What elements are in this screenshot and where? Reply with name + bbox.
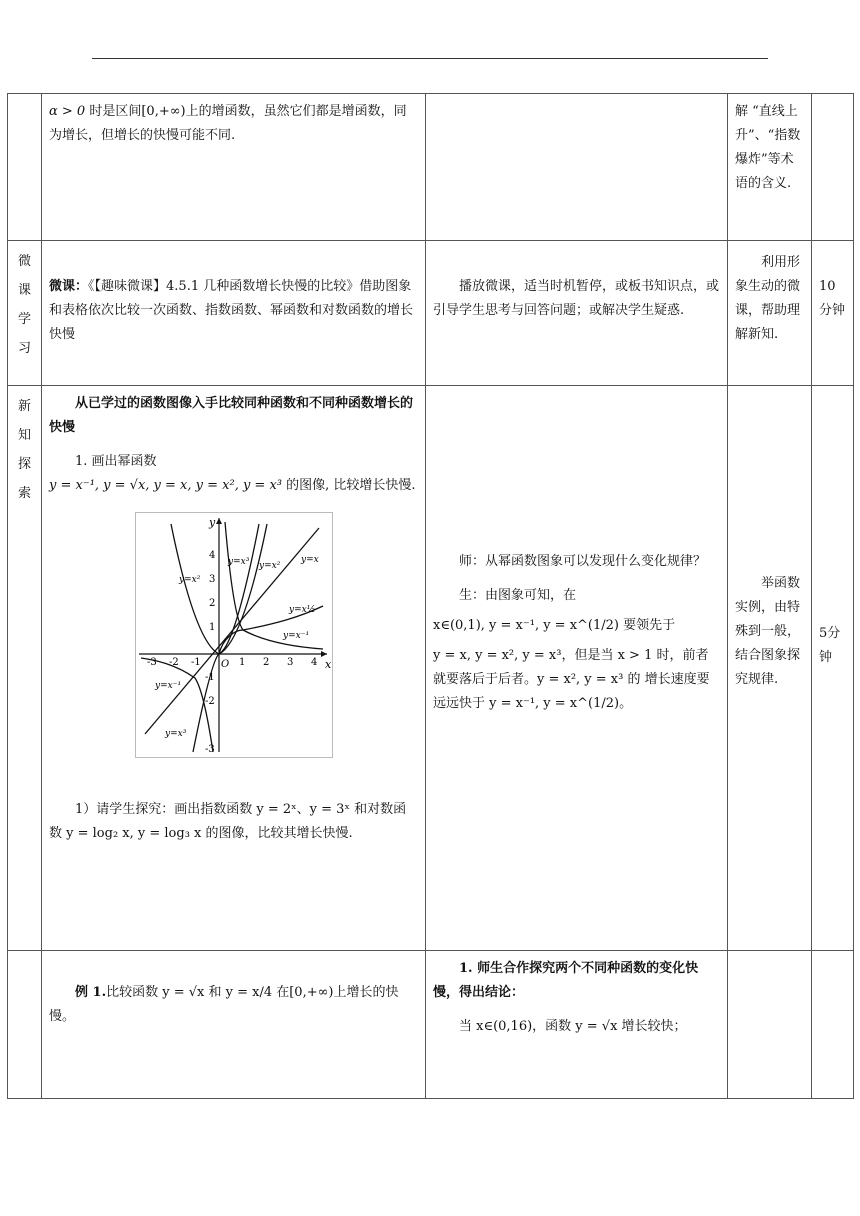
time-text: 5分钟 (819, 626, 841, 665)
y-tick: 2 (208, 598, 215, 609)
time-cell (812, 241, 854, 386)
table-row (8, 241, 854, 386)
activity-line: 当 x∈(0,16)，函数 y = √x 增长较快； (459, 1019, 687, 1034)
stage-cell (8, 951, 42, 1099)
micro-lesson-label: 微课： (49, 279, 89, 294)
activity-cell (426, 386, 728, 951)
content-cell (42, 94, 426, 241)
intent-cell (728, 951, 812, 1099)
curve-label: y=x½ (288, 605, 315, 615)
stage-char: 新 (17, 399, 31, 414)
content-cell (42, 386, 426, 951)
origin-label: O (220, 659, 229, 670)
x-tick: 2 (262, 657, 269, 668)
activity-cell (426, 241, 728, 386)
table-row (8, 94, 854, 241)
intent-text: 举函数实例，由特殊到一般，结合图象探究规律. (735, 576, 801, 687)
stage-char: 习 (17, 341, 31, 356)
example-text: 比较函数 y = √x 和 y = x/4 在[0,+∞)上增长的快慢。 (49, 985, 399, 1024)
curve-label: y=x² (258, 561, 280, 571)
x-tick: -1 (190, 657, 201, 668)
content-cell (42, 951, 426, 1099)
stage-char: 索 (17, 486, 31, 501)
header-rule (92, 58, 768, 59)
activity-title: 1. 师生合作探究两个不同种函数的变化快慢，得出结论： (433, 961, 699, 1000)
y-tick: -2 (204, 696, 215, 707)
table-row (8, 386, 854, 951)
time-text: 10分钟 (819, 279, 846, 318)
micro-lesson-text: 《【趣味微课】4.5.1 几种函数增长快慢的比较》借助图象和表格依次比较一次函数、指数函数、幂函数和对数函数的增长快慢 (49, 279, 414, 342)
lesson-table (7, 93, 854, 1099)
example-label: 例 1. (75, 985, 107, 1000)
time-cell (812, 951, 854, 1099)
power-function-graph (135, 512, 333, 758)
curve-label: y=x³ (227, 557, 249, 567)
x-tick: 4 (310, 657, 317, 668)
table-row (8, 951, 854, 1099)
intent-text: 解 “直线上升”、“指数爆炸”等术语的含义. (735, 104, 801, 191)
content-cell (42, 241, 426, 386)
activity-text: 播放微课，适当时机暂停，或板书知识点，或引导学生思考与回答问题；或解决学生疑惑. (433, 279, 720, 318)
x-tick: -2 (168, 657, 179, 668)
activity-answer-1: 生：由图象可知，在 (459, 588, 577, 603)
intent-cell (728, 94, 812, 241)
activity-cell (426, 94, 728, 241)
stage-char: 知 (17, 428, 31, 443)
intent-text: 利用形象生动的微课，帮助理解新知. (735, 255, 801, 342)
stage-cell (8, 386, 42, 951)
activity-cell (426, 951, 728, 1099)
intent-cell (728, 241, 812, 386)
curve-label: y=x⁻¹ (282, 631, 309, 641)
y-tick: -3 (204, 744, 215, 755)
y-axis-label: y (208, 516, 215, 529)
curve-label: y=x² (178, 575, 200, 585)
stage-char: 学 (17, 312, 31, 327)
x-tick: 3 (286, 657, 293, 668)
item1-title: 1. 画出幂函数 (75, 454, 157, 469)
activity-answer-3: y = x, y = x², y = x³，但是当 x > 1 时，前者就要落后于后者。y = x², y = x³ 的 增长速度要远远快于 y = x⁻¹, y = x^(1/2)。 (433, 648, 710, 711)
stage-char: 课 (17, 283, 31, 298)
time-cell (812, 94, 854, 241)
time-cell (812, 386, 854, 951)
y-tick: -1 (204, 672, 215, 683)
curve-label: y=x³ (164, 729, 186, 739)
y-tick: 4 (208, 550, 215, 561)
y-tick: 3 (208, 574, 215, 585)
stage-char: 微 (17, 254, 31, 269)
x-tick: -3 (146, 657, 157, 668)
x-axis-label: x (324, 658, 331, 671)
stage-char: 探 (17, 457, 31, 472)
curve-label: y=x (300, 555, 319, 565)
alpha-condition: α > 0 (49, 104, 86, 119)
curve-label: y=x⁻¹ (154, 681, 181, 691)
activity-question: 师：从幂函数图象可以发现什么变化规律？ (459, 554, 707, 569)
item1-tail: 的图像, 比较增长快慢. (286, 478, 416, 493)
y-tick: 1 (208, 622, 215, 633)
content-text: 时是区间[0,+∞)上的增函数，虽然它们都是增函数，同为增长，但增长的快慢可能不同. (49, 104, 407, 143)
explore-text: 1）请学生探究：画出指数函数 y = 2ˣ、y = 3ˣ 和对数函数 y = log₂ x, y = log₃ x 的图像，比较其增长快慢. (49, 802, 407, 841)
activity-answer-2: x∈(0,1), y = x⁻¹, y = x^(1/2) 要领先于 (433, 618, 676, 633)
section-heading: 从已学过的函数图像入手比较同种函数和不同种函数增长的快慢 (49, 396, 414, 435)
x-tick: 1 (238, 657, 245, 668)
item1-formula: y = x⁻¹, y = √x, y = x, y = x², y = x³ (49, 478, 283, 493)
stage-cell (8, 241, 42, 386)
stage-cell (8, 94, 42, 241)
intent-cell (728, 386, 812, 951)
